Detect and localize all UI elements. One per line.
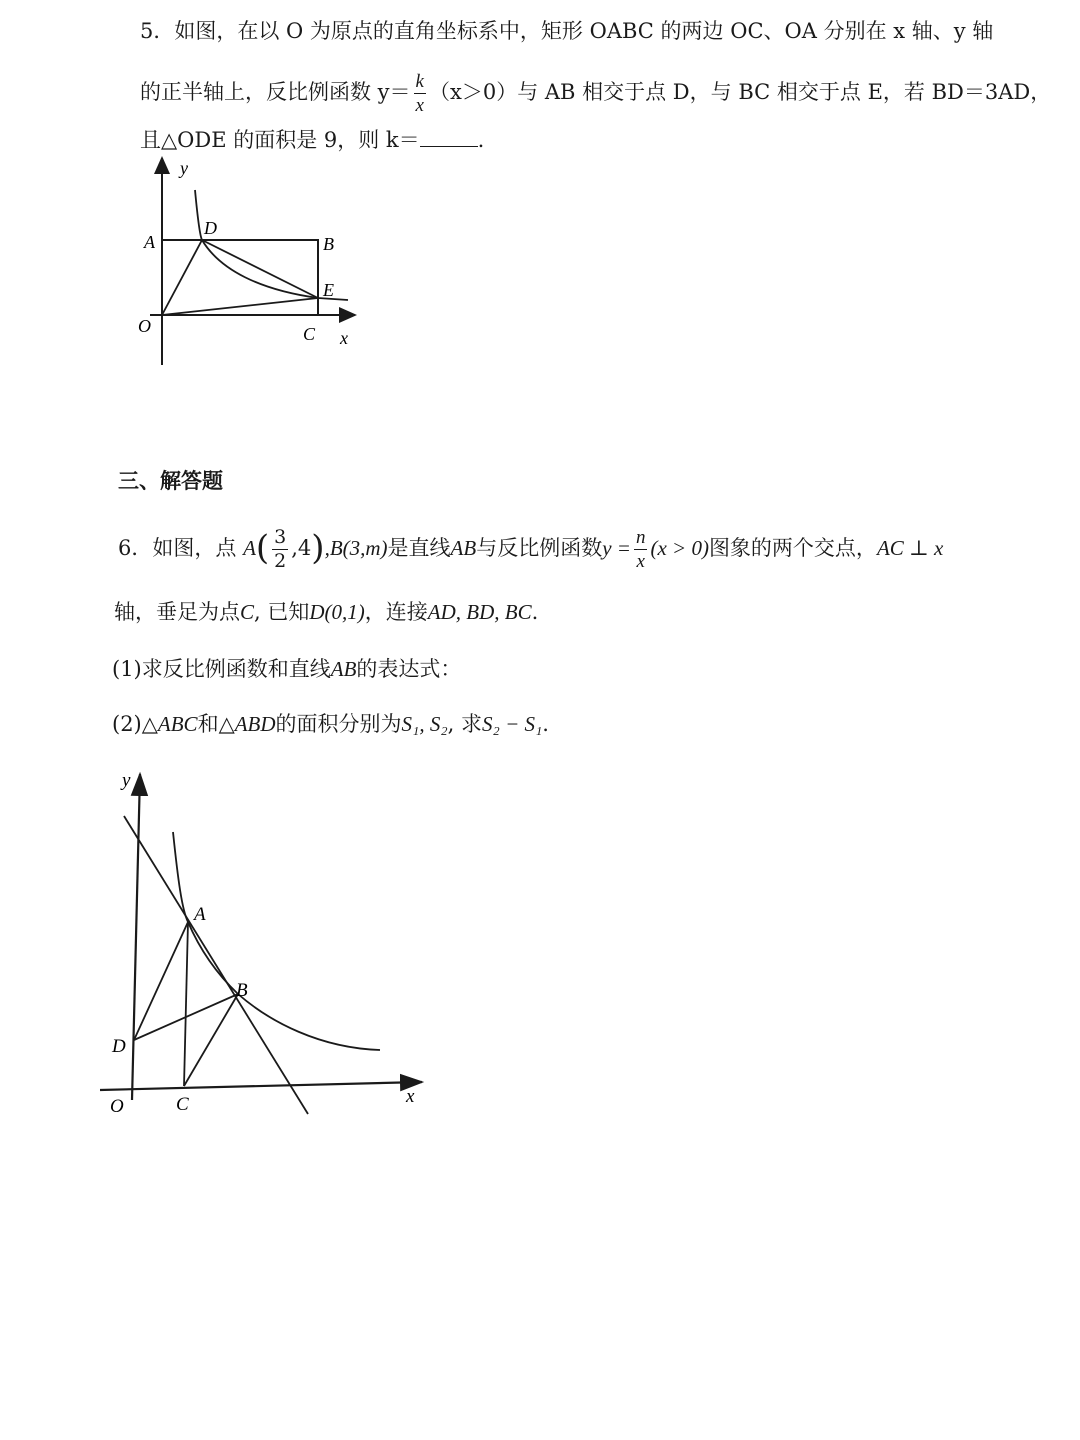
q6-part-2-tri1: △ABC xyxy=(141,712,198,736)
q6-part-1-text2: 的表达式： xyxy=(356,657,462,681)
q6-label-c: C xyxy=(176,1094,189,1115)
q5-line-1 xyxy=(140,17,993,45)
answer-blank[interactable] xyxy=(420,128,478,147)
q5-label-y: y xyxy=(180,158,188,178)
q6-segment-ad xyxy=(134,922,188,1040)
q5-segment-oe xyxy=(162,298,318,315)
section-heading: 三、解答题 xyxy=(118,468,223,493)
q5-line-3-end: . xyxy=(477,128,485,152)
q6-func-den: x xyxy=(636,551,645,572)
q6-part-2-and: 和 xyxy=(197,712,219,736)
q6-part-2-expr: S₂ − S₁ xyxy=(482,712,543,736)
q6-label-a: A xyxy=(194,904,206,925)
q5-line-2-b: （x＞0）与 AB 相交于点 D，与 BC 相交于点 E，若 BD＝3AD， xyxy=(428,80,1052,104)
q6-figure xyxy=(100,760,440,1130)
q5-fraction xyxy=(414,72,426,115)
q5-frac-den: x xyxy=(415,95,424,116)
q6-intro: 6．如图，点 xyxy=(118,536,237,560)
q6-part-1-ab: AB xyxy=(330,657,357,681)
q5-line-2-a: 的正半轴上，反比例函数 y＝ xyxy=(140,80,411,104)
q6-line2-c2: ，连接 xyxy=(364,600,428,624)
q5-figure xyxy=(120,150,380,380)
q6-line-ab: AB xyxy=(450,536,477,560)
q6-label-d: D xyxy=(112,1036,126,1057)
q6-part-1-num: (1) xyxy=(112,657,142,681)
q5-line-3-text: 且△ODE 的面积是 9，则 k＝ xyxy=(140,128,420,152)
q5-line-1-text: 5．如图，在以 O 为原点的直角坐标系中，矩形 OABC 的两边 OC、OA 分别在 x 轴、y 轴 xyxy=(140,19,994,43)
q6-line2-d: D(0,1) xyxy=(309,600,365,624)
q6-part-2-end: . xyxy=(542,712,549,736)
q5-segment-od xyxy=(162,240,202,315)
q5-label-b: B xyxy=(323,234,334,254)
q5-frac-num: k xyxy=(415,71,424,92)
q6-line-ab-extended xyxy=(124,816,308,1114)
q6-tail: 图象的两个交点， xyxy=(708,536,877,560)
q6-segment-ac xyxy=(184,922,188,1086)
q6-part-2-text: 的面积分别为 xyxy=(275,712,402,736)
q6-func-num: n xyxy=(635,527,646,548)
q6-line2-end: . xyxy=(531,600,539,624)
q6-line-1 xyxy=(118,528,943,571)
q5-label-d: D xyxy=(204,218,217,238)
q5-label-a: A xyxy=(144,232,155,252)
q6-paren-open: ( xyxy=(255,527,270,568)
q6-line-2 xyxy=(114,598,538,626)
q6-segment-bc xyxy=(184,994,238,1086)
q6-part-2-num: (2) xyxy=(112,712,142,736)
q6-mid2: 与反比例函数 xyxy=(476,536,603,560)
q6-hyperbola xyxy=(173,832,380,1050)
q6-part-2-s: S₁, S₂ xyxy=(401,712,448,736)
q6-part-1-text: 求反比例函数和直线 xyxy=(141,657,331,681)
q6-a-fraction xyxy=(272,528,288,571)
q6-a-rest: ,4 xyxy=(291,536,312,560)
q6-paren-close: ) xyxy=(311,527,325,568)
q6-func-lhs: y = xyxy=(602,536,631,560)
q5-line-2 xyxy=(140,72,1051,115)
q6-line2-c: C xyxy=(240,600,255,624)
q6-part-2-tri2: △ABD xyxy=(218,712,276,736)
q6-label-x: x xyxy=(406,1086,415,1107)
q5-label-c: C xyxy=(303,324,316,344)
q6-part-1 xyxy=(112,655,461,683)
q6-ac-perp: AC ⊥ x xyxy=(876,536,944,560)
q5-rectangle xyxy=(162,240,318,315)
q6-x-axis xyxy=(100,1082,422,1090)
q6-label-o: O xyxy=(110,1096,124,1117)
q6-part-2 xyxy=(112,710,549,738)
q6-func-domain: (x > 0) xyxy=(650,536,709,560)
q6-a-frac-num: 3 xyxy=(274,526,287,548)
q5-label-e: E xyxy=(323,280,334,300)
q6-mid: 是直线 xyxy=(387,536,451,560)
q6-line2-segs: AD, BD, BC xyxy=(427,600,532,624)
q6-label-y: y xyxy=(122,770,131,791)
q6-point-a: A xyxy=(243,536,256,560)
q6-part-2-text2: , 求 xyxy=(447,712,483,736)
q6-y-axis xyxy=(132,774,140,1100)
q6-a-frac-den: 2 xyxy=(274,550,287,572)
q6-label-b: B xyxy=(236,980,248,1001)
q6-point-b: ,B(3,m) xyxy=(324,536,388,560)
q6-line2-b: , 已知 xyxy=(254,600,310,624)
q6-func-fraction xyxy=(634,528,648,571)
q5-segment-de xyxy=(202,240,318,298)
q5-label-o: O xyxy=(138,316,151,336)
q5-label-x: x xyxy=(340,328,348,348)
q6-line2-a: 轴，垂足为点 xyxy=(114,600,240,624)
